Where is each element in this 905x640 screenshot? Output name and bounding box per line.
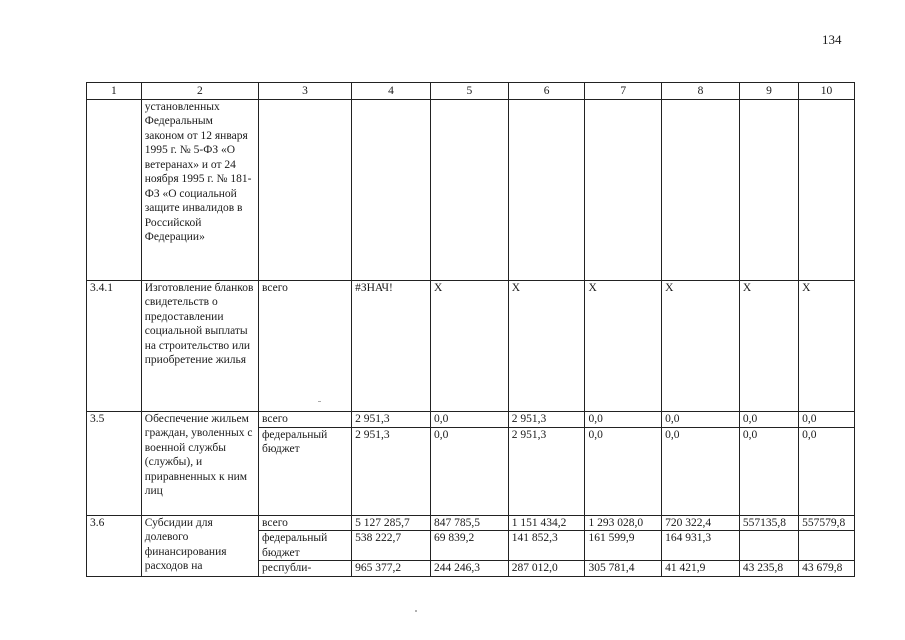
scan-speck — [318, 401, 321, 402]
page-number: 134 — [822, 32, 842, 47]
table-cell: 3.4.1 — [87, 280, 142, 411]
table-cell: 3.5 — [87, 411, 142, 515]
table-cell: 557135,8 — [739, 515, 798, 531]
table-cell: 244 246,3 — [430, 561, 508, 577]
table-cell: республи- — [258, 561, 351, 577]
table-cell: X — [585, 280, 662, 411]
table-header-row — [87, 83, 855, 100]
scan-speck — [415, 610, 417, 612]
header-cell: 8 — [662, 83, 740, 100]
table-cell: 0,0 — [662, 427, 740, 515]
table-cell: 2 951,3 — [508, 427, 585, 515]
table-cell: 720 322,4 — [662, 515, 740, 531]
table-row — [87, 515, 855, 531]
table-cell: 0,0 — [430, 411, 508, 427]
table-cell: Изготовление бланков свидетельств о предоставлении социальной выплаты на строительство или приобретение жилья — [141, 280, 258, 411]
header-cell: 10 — [799, 83, 855, 100]
table-cell: всего — [258, 411, 351, 427]
table-cell: 0,0 — [799, 411, 855, 427]
table-row — [87, 280, 855, 411]
data-table — [86, 82, 855, 577]
header-cell: 1 — [87, 83, 142, 100]
table-cell: 847 785,5 — [430, 515, 508, 531]
table-row — [87, 411, 855, 427]
table-cell: всего — [258, 280, 351, 411]
table-cell: 538 222,7 — [352, 531, 431, 561]
header-cell: 7 — [585, 83, 662, 100]
table-cell — [352, 99, 431, 280]
table-row — [87, 99, 855, 280]
table-cell: 0,0 — [799, 427, 855, 515]
table-cell — [430, 99, 508, 280]
table-cell: 69 839,2 — [430, 531, 508, 561]
table-cell — [739, 99, 798, 280]
table-cell: Обеспечение жильем граждан, уволенных с военной службы (службы), и приравненных к ним лиц — [141, 411, 258, 515]
table-cell: 2 951,3 — [508, 411, 585, 427]
table-cell: X — [799, 280, 855, 411]
table-cell: 41 421,9 — [662, 561, 740, 577]
table-cell: 1 151 434,2 — [508, 515, 585, 531]
table-cell: 2 951,3 — [352, 411, 431, 427]
table-cell: федеральный бюджет — [258, 531, 351, 561]
table-cell: X — [739, 280, 798, 411]
table-cell — [739, 531, 798, 561]
table-cell: 1 293 028,0 — [585, 515, 662, 531]
table-cell: установленных Федеральным законом от 12 января 1995 г. № 5-ФЗ «О ветеранах» и от 24 ноября 1995 г. № 181-ФЗ «О социальной защите инвалидов в Российской Федерации» — [141, 99, 258, 280]
table-cell: 287 012,0 — [508, 561, 585, 577]
table-cell: X — [430, 280, 508, 411]
table-cell: 0,0 — [585, 427, 662, 515]
table-cell: 3.6 — [87, 515, 142, 576]
header-cell: 6 — [508, 83, 585, 100]
table-cell: 0,0 — [430, 427, 508, 515]
table-cell — [799, 531, 855, 561]
table-cell: 161 599,9 — [585, 531, 662, 561]
table-cell: федеральный бюджет — [258, 427, 351, 515]
header-cell: 3 — [258, 83, 351, 100]
table-cell — [87, 99, 142, 280]
table-cell — [799, 99, 855, 280]
table-cell: X — [662, 280, 740, 411]
table-cell: 0,0 — [585, 411, 662, 427]
table-cell: X — [508, 280, 585, 411]
table-cell: всего — [258, 515, 351, 531]
table-cell: 141 852,3 — [508, 531, 585, 561]
table-cell: #ЗНАЧ! — [352, 280, 431, 411]
header-cell: 4 — [352, 83, 431, 100]
table-cell: 5 127 285,7 — [352, 515, 431, 531]
table-cell: 43 679,8 — [799, 561, 855, 577]
table-cell: 0,0 — [662, 411, 740, 427]
table-cell: 305 781,4 — [585, 561, 662, 577]
table-cell: 965 377,2 — [352, 561, 431, 577]
table-cell — [585, 99, 662, 280]
table-cell: 557579,8 — [799, 515, 855, 531]
table-cell — [258, 99, 351, 280]
header-cell: 9 — [739, 83, 798, 100]
table-cell: 164 931,3 — [662, 531, 740, 561]
table-cell: 43 235,8 — [739, 561, 798, 577]
table-cell — [508, 99, 585, 280]
table-cell: Субсидии для долевого финансирования расходов на — [141, 515, 258, 576]
table-cell — [662, 99, 740, 280]
table-cell: 0,0 — [739, 411, 798, 427]
header-cell: 5 — [430, 83, 508, 100]
header-cell: 2 — [141, 83, 258, 100]
table-cell: 0,0 — [739, 427, 798, 515]
table-cell: 2 951,3 — [352, 427, 431, 515]
